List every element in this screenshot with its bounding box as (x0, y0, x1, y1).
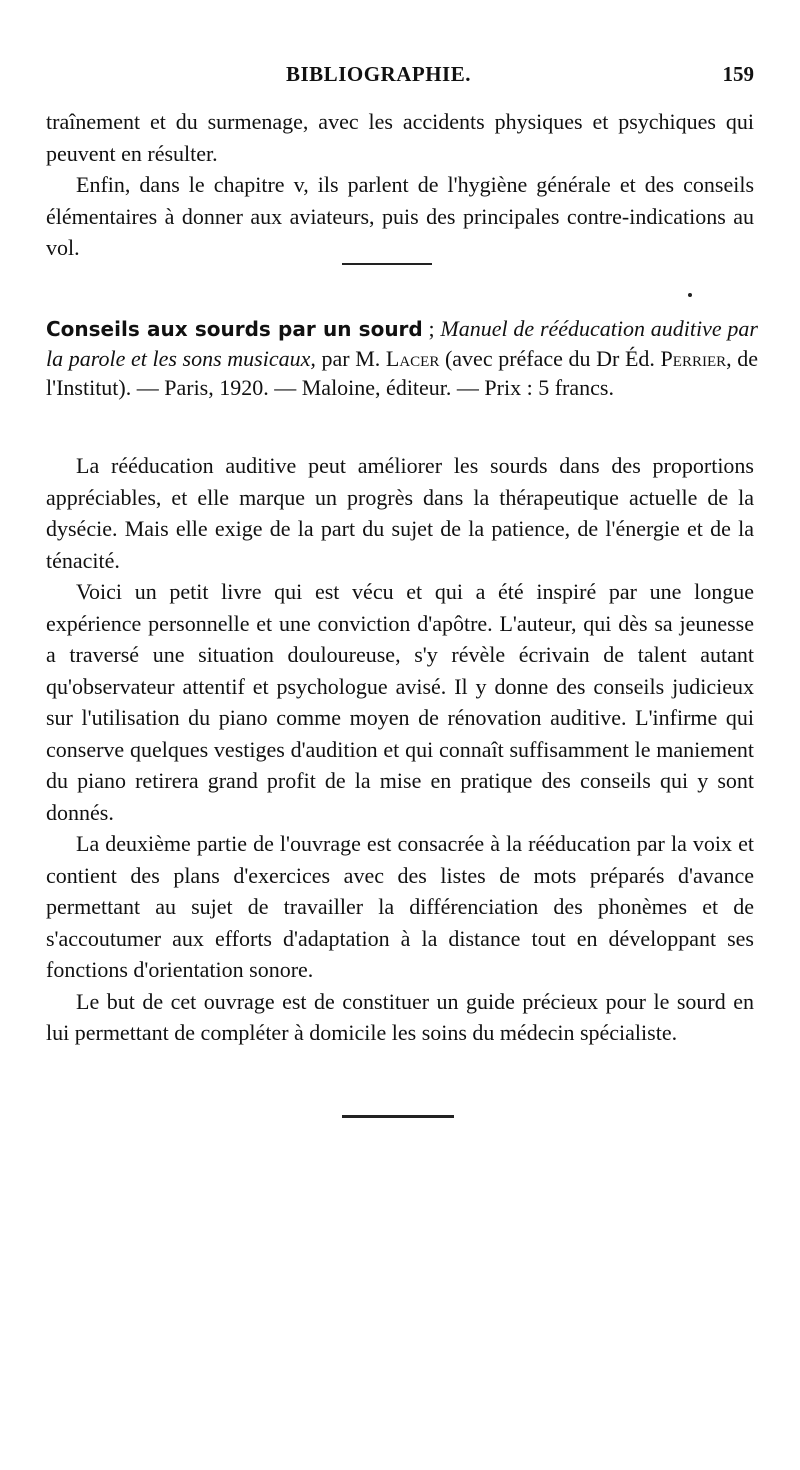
review-body (46, 450, 754, 1049)
bibliographic-entry (46, 314, 758, 402)
entry-preface-open: (avec préface du Dr Éd. (439, 346, 661, 371)
entry-by: par M. (315, 346, 386, 371)
continued-paragraph: traînement et du surmenage, avec les accidents physiques et psychiques qui peuvent en résulter. (46, 109, 754, 166)
print-speck (688, 293, 692, 297)
review-paragraph: La rééducation auditive peut améliorer les sourds dans des proportions appréciables, et elle marque un progrès dans la thérapeutique actuelle de la dysécie. Mais elle exige de la part du sujet de la patience, de l'énergie et de la ténacité. (46, 453, 754, 573)
section-divider (342, 263, 432, 265)
page-number: 159 (722, 62, 754, 86)
review-paragraph: Voici un petit livre qui est vécu et qui a été inspiré par une longue expérience personnelle et une conviction d'apôtre. L'auteur, qui dès sa jeunesse a traversé une situation douloureuse, s'y révèle écrivain de talent autant qu'observateur attentif et psychologue avisé. Il y donne des conseils judicieux sur l'utilisation du piano comme moyen de rénovation auditive. L'infirme qui conserve quelques vestiges d'audition et qui connaît suffisamment le maniement du piano retirera grand profit de la mise en pratique des conseils qui y sont donnés. (46, 579, 754, 825)
entry-publication: , de l'Institut). — Paris, 1920. — Maloine, éditeur. — Prix : 5 francs. (46, 346, 759, 400)
entry-subtitle: Manuel de rééducation auditive par la parole et les sons musicaux, (46, 316, 758, 371)
entry-author: Lacer (385, 346, 440, 371)
review-paragraph: La deuxième partie de l'ouvrage est consacrée à la rééducation par la voix et contient des plans d'exercices avec des listes de mots préparés d'avance permettant au sujet de travailler la différenciation des phonèmes et de s'accoutumer aux efforts d'adaptation à la distance tout en développant ses fonctions d'orientation sonore. (46, 831, 754, 982)
entry-separator: ; (422, 316, 441, 341)
closing-paragraph: Enfin, dans le chapitre v, ils parlent de l'hygiène générale et des conseils élémentaires à donner aux aviateurs, puis des principales contre-indications au vol. (46, 172, 754, 260)
entry-preface-author: Perrier (660, 346, 727, 371)
page-header (46, 62, 754, 92)
previous-review (46, 106, 754, 264)
end-divider (342, 1115, 454, 1118)
running-title: BIBLIOGRAPHIE. (286, 62, 471, 86)
entry-title: Conseils aux sourds par un sourd (46, 317, 423, 341)
review-paragraph: Le but de cet ouvrage est de constituer un guide précieux pour le sourd en lui permettant de compléter à domicile les soins du médecin spécialiste. (46, 988, 754, 1045)
